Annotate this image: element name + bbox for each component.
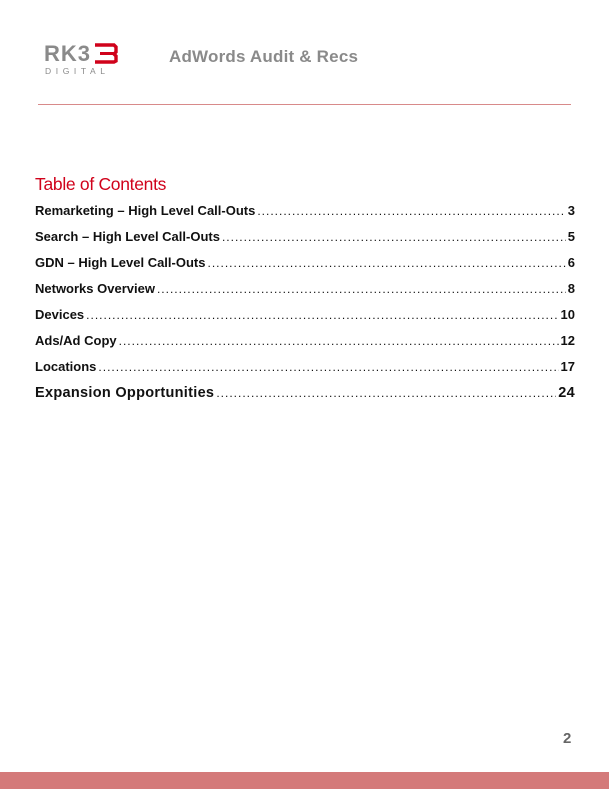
document-title: AdWords Audit & Recs (169, 47, 359, 66)
header-divider (38, 104, 571, 105)
logo-mark: RK3 (44, 41, 92, 66)
toc-entry-devices[interactable] (35, 304, 575, 330)
toc-entry-page: 5 (567, 229, 575, 244)
table-of-contents (35, 200, 575, 408)
toc-entry-search[interactable] (35, 226, 575, 252)
toc-entry-label: GDN – High Level Call-Outs (35, 255, 206, 270)
dot-leader (157, 278, 566, 300)
toc-entry-page: 10 (560, 307, 575, 322)
toc-entry-label: Remarketing – High Level Call-Outs (35, 203, 256, 218)
toc-entry-label: Expansion Opportunities (35, 385, 215, 401)
toc-entry-page: 24 (558, 385, 575, 401)
toc-entry-gdn[interactable] (35, 252, 575, 278)
toc-entry-page: 8 (567, 281, 575, 296)
toc-heading: Table of Contents (35, 174, 167, 194)
toc-entry-page: 3 (567, 203, 575, 218)
toc-entry-label: Locations (35, 359, 97, 374)
footer-bar (0, 772, 609, 789)
dot-leader (98, 356, 558, 378)
toc-entry-networks-overview[interactable] (35, 278, 575, 304)
dot-leader (216, 382, 556, 404)
rk3-digital-logo (44, 40, 120, 76)
dot-leader (119, 330, 559, 352)
toc-entry-locations[interactable] (35, 356, 575, 382)
logo-wordmark: DIGITAL (45, 66, 110, 76)
toc-entry-expansion-opportunities[interactable] (35, 382, 575, 408)
toc-entry-page: 6 (567, 255, 575, 270)
toc-entry-remarketing[interactable] (35, 200, 575, 226)
toc-entry-ads-ad-copy[interactable] (35, 330, 575, 356)
toc-entry-label: Search – High Level Call-Outs (35, 229, 220, 244)
toc-entry-label: Networks Overview (35, 281, 155, 296)
dot-leader (222, 226, 566, 248)
toc-entry-label: Devices (35, 307, 85, 322)
dot-leader (257, 200, 565, 222)
dot-leader (207, 252, 565, 274)
dot-leader (86, 304, 558, 326)
page-number: 2 (563, 730, 572, 747)
toc-entry-page: 12 (560, 333, 575, 348)
toc-entry-label: Ads/Ad Copy (35, 333, 117, 348)
toc-entry-page: 17 (560, 359, 575, 374)
